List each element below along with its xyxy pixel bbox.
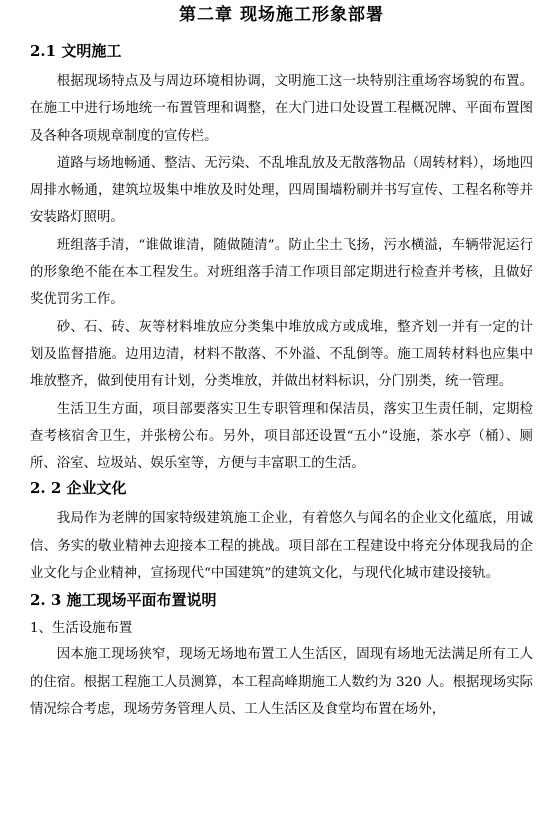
subsection-heading: 1、生活设施布置 (30, 621, 133, 637)
section-corporate-culture (30, 477, 533, 587)
section-site-layout (30, 589, 533, 723)
section-heading: 2. 3 施工现场平面布置说明 (30, 591, 217, 610)
section-heading: 2.1 文明施工 (30, 42, 122, 60)
chapter-title: 第二章 现场施工形象部署 (179, 5, 384, 25)
paragraph: 我局作为老牌的国家特级建筑施工企业，有着悠久与闻名的企业文化蕴底，用诚信、务实的敬业精神去迎接本工程的挑战。项目部在工程建设中将充分体现我局的企业文化与企业精神，宣扬现代“中国建筑”的建筑文化，与现代化城市建设接轨。 (30, 511, 533, 582)
paragraph: 生活卫生方面，项目部要落实卫生专职管理和保洁员，落实卫生责任制，定期检查考核宿舍卫生，并张榜公布。另外，项目部还设置“五小”设施，茶水亭（桶）、厕所、浴室、垃圾站、娱乐室等，方便与丰富职工的生活。 (30, 401, 533, 472)
paragraph: 根据现场特点及与周边环境相协调，文明施工这一块特别注重场容场貌的布置。在施工中进行场地统一布置管理和调整，在大门进口处设置工程概况牌、平面布置图及各种各项规章制度的宣传栏。 (30, 74, 533, 144)
section-heading: 2. 2 企业文化 (30, 479, 127, 498)
paragraph: 砂、石、砖、灰等材料堆放应分类集中堆放成方或成堆，整齐划一并有一定的计划及监督措施。边用边清，材料不散落、不外溢、不乱倒等。施工周转材料也应集中堆放整齐，做到使用有计划，分类堆放，并做出材料标识，分门别类，统一管理。 (30, 319, 533, 390)
section-civilized-construction (30, 40, 533, 477)
paragraph: 班组落手清，“谁做谁清，随做随清”。防止尘土飞扬，污水横溢，车辆带泥运行的形象绝不能在本工程发生。对班组落手清工作项目部定期进行检查并考核，且做好奖优罚劣工作。 (30, 237, 533, 308)
paragraph: 因本施工现场狭窄，现场无场地布置工人生活区，固现有场地无法满足所有工人的住宿。根据工程施工人员测算，本工程高峰期施工人数约为 320 人。根据现场实际情况综合考虑，现场劳务管理人员、工人生活区及食堂均布置在场外， (30, 647, 533, 717)
paragraph: 道路与场地畅通、整洁、无污染、不乱堆乱放及无散落物品（周转材料），场地四周排水畅通，建筑垃圾集中堆放及时处理，四周围墙粉刷并书写宣传、工程名称等并安装路灯照明。 (30, 155, 533, 226)
